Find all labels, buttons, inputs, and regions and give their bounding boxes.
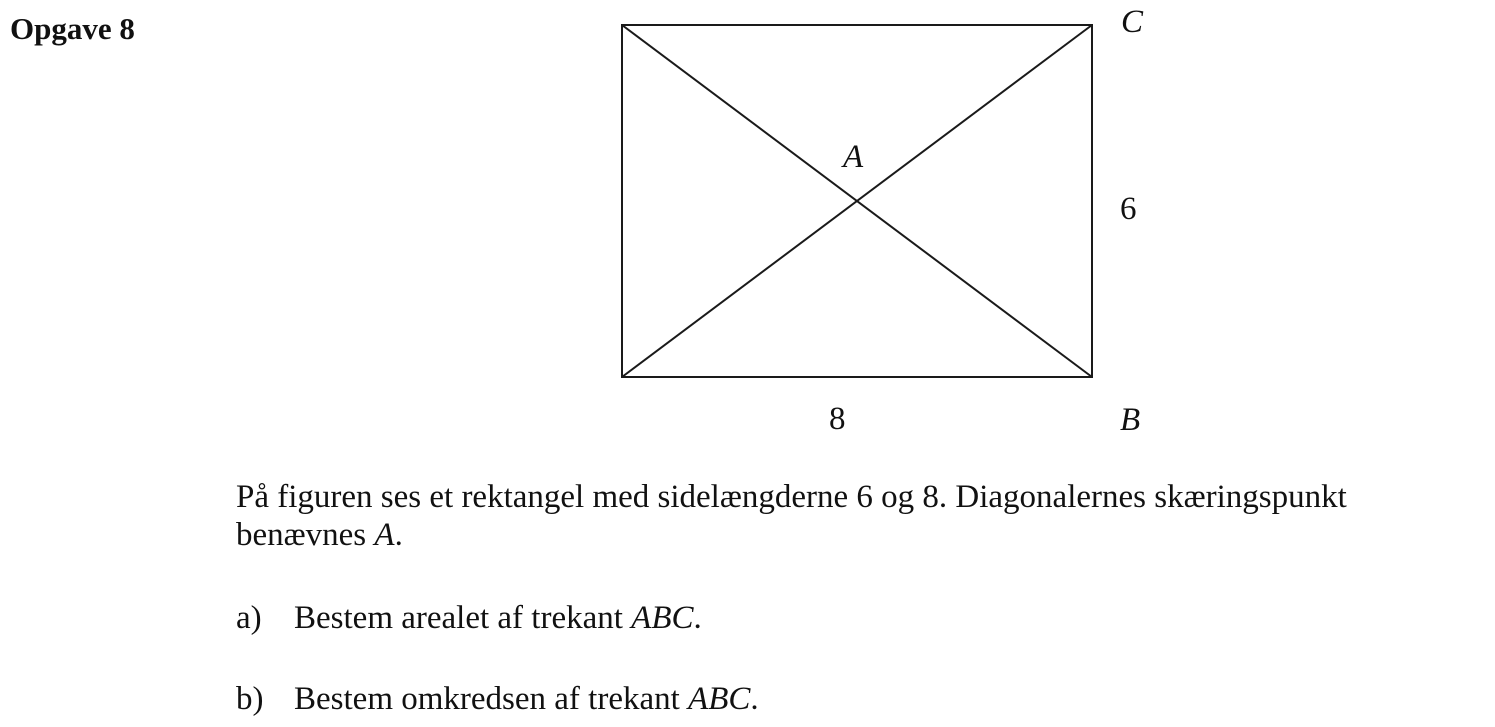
description-var-a: A	[374, 517, 395, 553]
problem-description	[236, 478, 1486, 554]
question-b-end: .	[750, 681, 759, 717]
side-length-right: 6	[1120, 191, 1137, 227]
question-a-label: a)	[236, 600, 262, 636]
question-b-var: ABC	[688, 681, 751, 717]
question-b-text: Bestem omkredsen af trekant	[294, 681, 689, 717]
vertex-label-b: B	[1120, 402, 1141, 438]
question-a-text: Bestem arealet af trekant	[294, 600, 632, 636]
intersection-label-a: A	[843, 139, 864, 175]
question-b-label: b)	[236, 681, 264, 717]
question-a-var: ABC	[631, 600, 694, 636]
vertex-label-c: C	[1121, 4, 1144, 40]
description-line-2-text: benævnes	[236, 517, 375, 553]
description-line-2	[236, 516, 1486, 554]
side-length-bottom: 8	[829, 401, 846, 437]
question-a-end: .	[693, 600, 702, 636]
description-line-1: På figuren ses et rektangel med sidelængderne 6 og 8. Diagonalernes skæringspunkt	[236, 479, 1347, 515]
question-a	[236, 598, 702, 638]
task-heading: Opgave 8	[10, 11, 135, 46]
question-b	[236, 679, 759, 719]
description-line-2-end: .	[394, 517, 403, 553]
